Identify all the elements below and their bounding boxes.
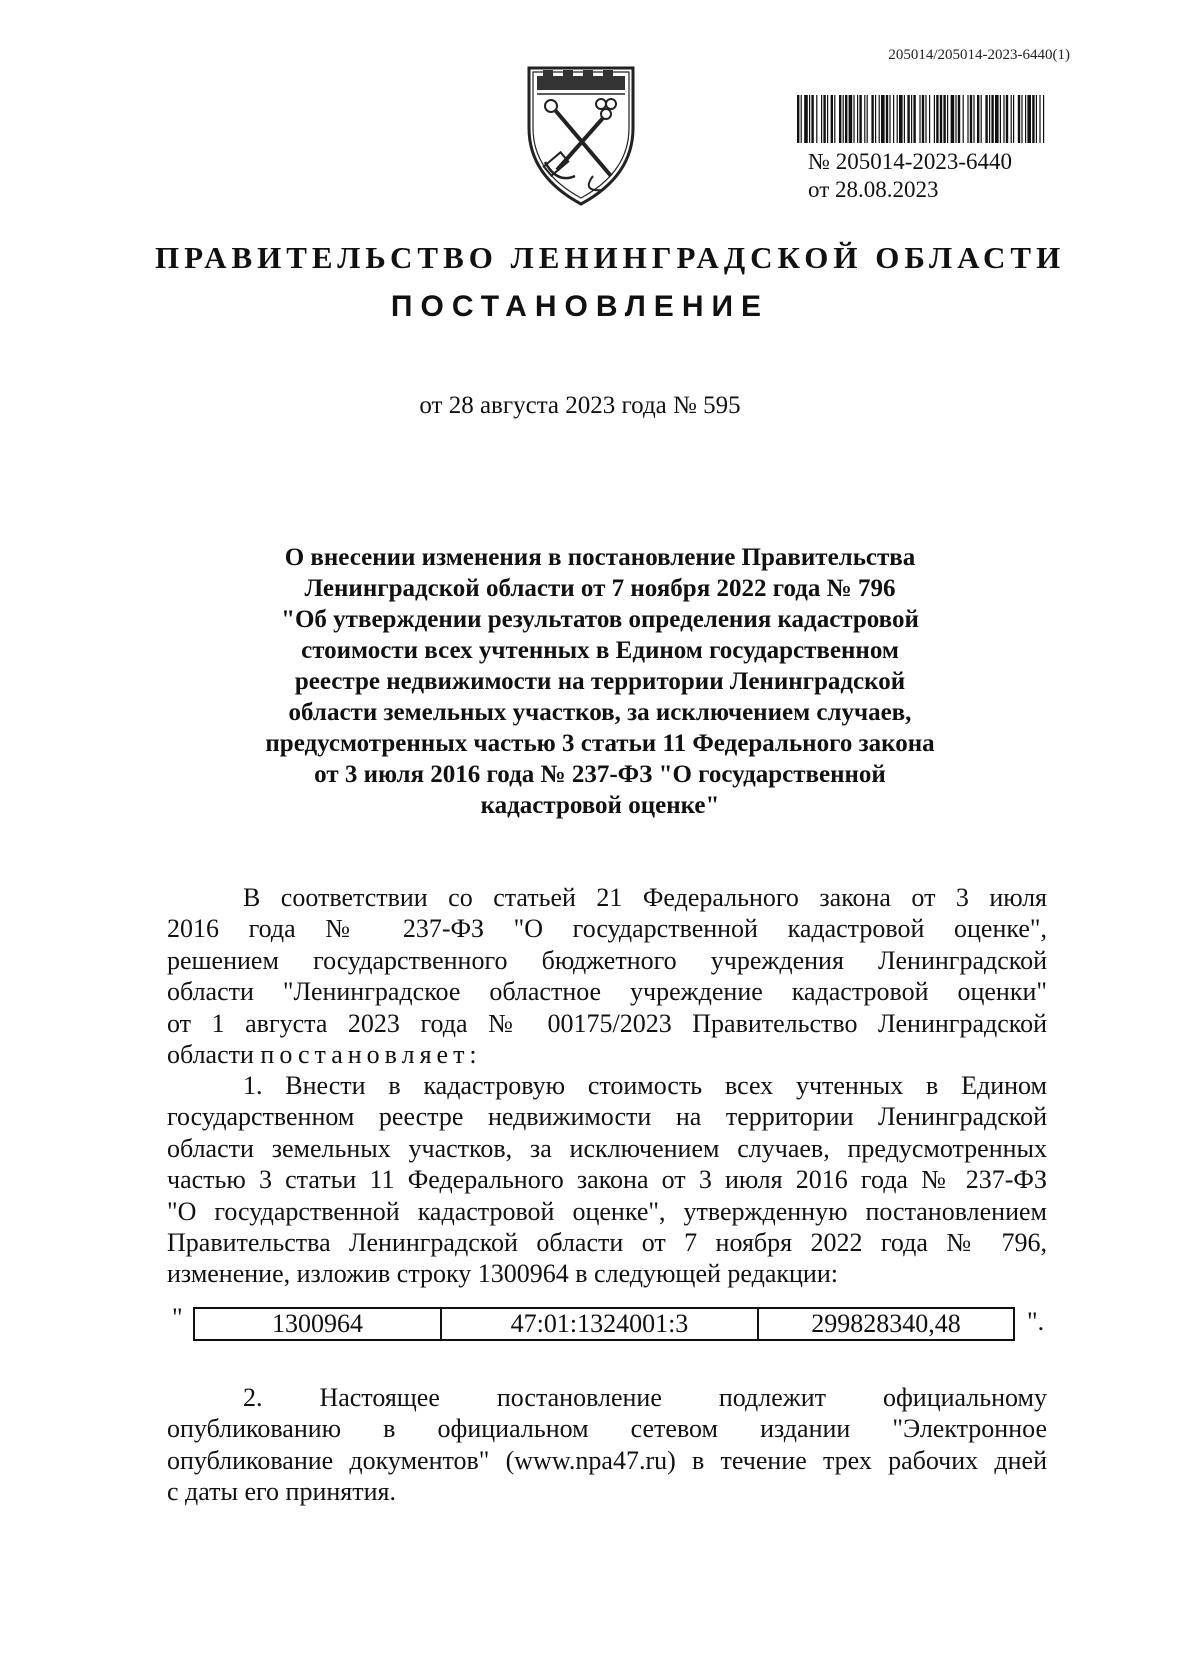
barcode-bar: [1027, 95, 1031, 143]
barcode-bar: [857, 95, 858, 143]
barcode-bar: [1025, 95, 1026, 143]
barcode-bar: [821, 95, 822, 143]
barcode-bar: [897, 95, 898, 143]
resolution-date-number: от 28 августа 2023 года № 595: [419, 392, 741, 419]
cadastral-value-cell: 299828340,48: [758, 1308, 1014, 1340]
cadastral-table: [193, 1307, 1015, 1341]
barcode-bar: [1006, 95, 1008, 143]
body-line: В соответствии со статьей 21 Федерального закона от 3 июля: [243, 883, 1047, 912]
barcode-bar: [929, 95, 930, 143]
barcode-bar: [871, 95, 873, 143]
barcode-bar: [804, 95, 808, 143]
body-line: частью 3 статьи 11 Федерального закона от 3 июля 2016 года № 237-ФЗ: [167, 1165, 1047, 1195]
table-row: [194, 1308, 1014, 1340]
barcode-bar: [1032, 95, 1034, 143]
barcode-bar: [816, 95, 817, 143]
row-number-cell: 1300964: [194, 1308, 441, 1340]
barcode-bar: [899, 95, 903, 143]
barcode-bar: [809, 95, 810, 143]
barcode-bar: [1018, 95, 1020, 143]
body-line: опубликованию в официальном сетевом издании "Электронное: [167, 1414, 1047, 1444]
close-quote: ".: [1027, 1307, 1045, 1336]
barcode-bar: [827, 95, 828, 143]
barcode-bar: [859, 95, 861, 143]
barcode-bar: [853, 95, 854, 143]
barcode-bar: [893, 95, 894, 143]
body-line: 2. Настоящее постановление подлежит официальному: [243, 1383, 1047, 1412]
body-line: области "Ленинградское областное учреждение кадастровой оценки": [167, 977, 1047, 1007]
body-line: Правительства Ленинградской области от 7 ноября 2022 года № 796,: [167, 1227, 1047, 1257]
document-type: ПОСТАНОВЛЕНИЕ: [390, 290, 770, 323]
subject-line: кадастровой оценке": [480, 792, 720, 819]
cadastral-row: [167, 1303, 1047, 1347]
resolution-subject: [230, 542, 970, 821]
barcode-bar: [991, 95, 993, 143]
registration-date: от 28.08.2023: [808, 177, 939, 202]
barcode-bar: [947, 95, 948, 143]
barcode-bar: [1036, 95, 1037, 143]
barcode-bar: [801, 95, 802, 143]
barcode-bar: [958, 95, 960, 143]
barcode-bar: [963, 95, 964, 143]
barcode-bar: [911, 95, 912, 143]
barcode-bar: [904, 95, 905, 143]
barcode-bar: [925, 95, 926, 143]
barcode-bar: [849, 95, 853, 143]
barcode-bar: [985, 95, 987, 143]
barcode-bar: [1003, 95, 1004, 143]
document-code: 205014/205014-2023-6440(1): [888, 47, 1070, 63]
barcode-bar: [889, 95, 890, 143]
barcode-bar: [797, 95, 799, 143]
barcode-bar: [1011, 95, 1012, 143]
barcode-bar: [823, 95, 825, 143]
barcode-bar: [864, 95, 865, 143]
subject-line: реестре недвижимости на территории Ленинградской: [294, 668, 906, 695]
barcode-bar: [875, 95, 876, 143]
subject-line: Ленинградской области от 7 ноября 2022 года № 796: [304, 575, 896, 602]
barcode-bar: [1000, 95, 1001, 143]
barcode-bar: [922, 95, 924, 143]
subject-line: предусмотренных частью 3 статьи 11 Федерального закона: [265, 730, 935, 757]
registration-block: [808, 148, 1012, 204]
item-1-paragraph: [167, 1070, 1047, 1290]
cadastral-number-cell: 47:01:1324001:3: [441, 1308, 758, 1340]
barcode-bar: [831, 95, 833, 143]
barcode-bar: [934, 95, 935, 143]
barcode-bar: [1043, 95, 1044, 143]
item-2-paragraph: [167, 1382, 1047, 1508]
body-line: изменение, изложив строку 1300964 в следующей редакции:: [167, 1259, 838, 1289]
barcode-bar: [995, 95, 999, 143]
body-line: от 1 августа 2023 года № 00175/2023 Правительство Ленинградской: [167, 1008, 1047, 1038]
barcode-bar: [839, 95, 841, 143]
barcode-bar: [879, 95, 880, 143]
barcode-bar: [940, 95, 942, 143]
barcode-bar: [811, 95, 813, 143]
subject-line: от 3 июля 2016 года № 237-ФЗ "О государственной: [314, 761, 886, 788]
body-line: [167, 1039, 1047, 1070]
registration-number: № 205014-2023-6440: [808, 149, 1013, 174]
barcode-bar: [951, 95, 955, 143]
barcode-bar: [967, 95, 968, 143]
barcode-bar: [1021, 95, 1022, 143]
barcode-bar: [1013, 95, 1014, 143]
barcode-bar: [973, 95, 974, 143]
barcode-icon: [797, 95, 1045, 143]
barcode-bar: [970, 95, 972, 143]
subject-line: стоимости всех учтенных в Едином государственном: [301, 637, 899, 664]
barcode-bar: [843, 95, 844, 143]
barcode-bar: [989, 95, 990, 143]
subject-line: О внесении изменения в постановление Правительства: [284, 544, 916, 571]
barcode-bar: [1039, 95, 1040, 143]
barcode-bar: [919, 95, 920, 143]
barcode-bar: [955, 95, 956, 143]
subject-line: области земельных участков, за исключением случаев,: [288, 699, 912, 726]
barcode-bar: [977, 95, 979, 143]
barcode-bar: [886, 95, 888, 143]
government-title: ПРАВИТЕЛЬСТВО ЛЕНИНГРАДСКОЙ ОБЛАСТИ: [155, 240, 1066, 275]
body-line: решением государственного бюджетного учреждения Ленинградской: [167, 945, 1047, 975]
preamble-paragraph: [167, 882, 1047, 1070]
barcode-bar: [907, 95, 909, 143]
barcode-bar: [845, 95, 847, 143]
body-line: области земельных участков, за исключением случаев, предусмотренных: [167, 1133, 1047, 1163]
barcode-bar: [943, 95, 945, 143]
open-quote: ": [172, 1303, 183, 1332]
body-line: государственном реестре недвижимости на территории Ленинградской: [167, 1102, 1047, 1132]
barcode-bar: [913, 95, 915, 143]
barcode-bar: [881, 95, 885, 143]
barcode-bar: [834, 95, 835, 143]
body-line: с даты его принятия.: [167, 1477, 396, 1507]
body-line: "О государственной кадастровой оценке", утвержденную постановлением: [167, 1196, 1047, 1226]
barcode-bar: [867, 95, 868, 143]
subject-line: "Об утверждении результатов определения кадастровой: [281, 606, 919, 633]
leningrad-oblast-coat-of-arms-icon: [523, 58, 639, 208]
body-line: 2016 года № 237-ФЗ "О государственной кадастровой оценке",: [167, 914, 1047, 944]
barcode-bar: [936, 95, 938, 143]
body-word: области: [167, 1039, 254, 1069]
body-line: опубликование документов" (www.npa47.ru) в течение трех рабочих дней: [167, 1445, 1047, 1475]
barcode-bar: [981, 95, 982, 143]
body-line: 1. Внести в кадастровую стоимость всех учтенных в Едином: [243, 1071, 1047, 1100]
decree-word: постановляет:: [260, 1039, 482, 1069]
